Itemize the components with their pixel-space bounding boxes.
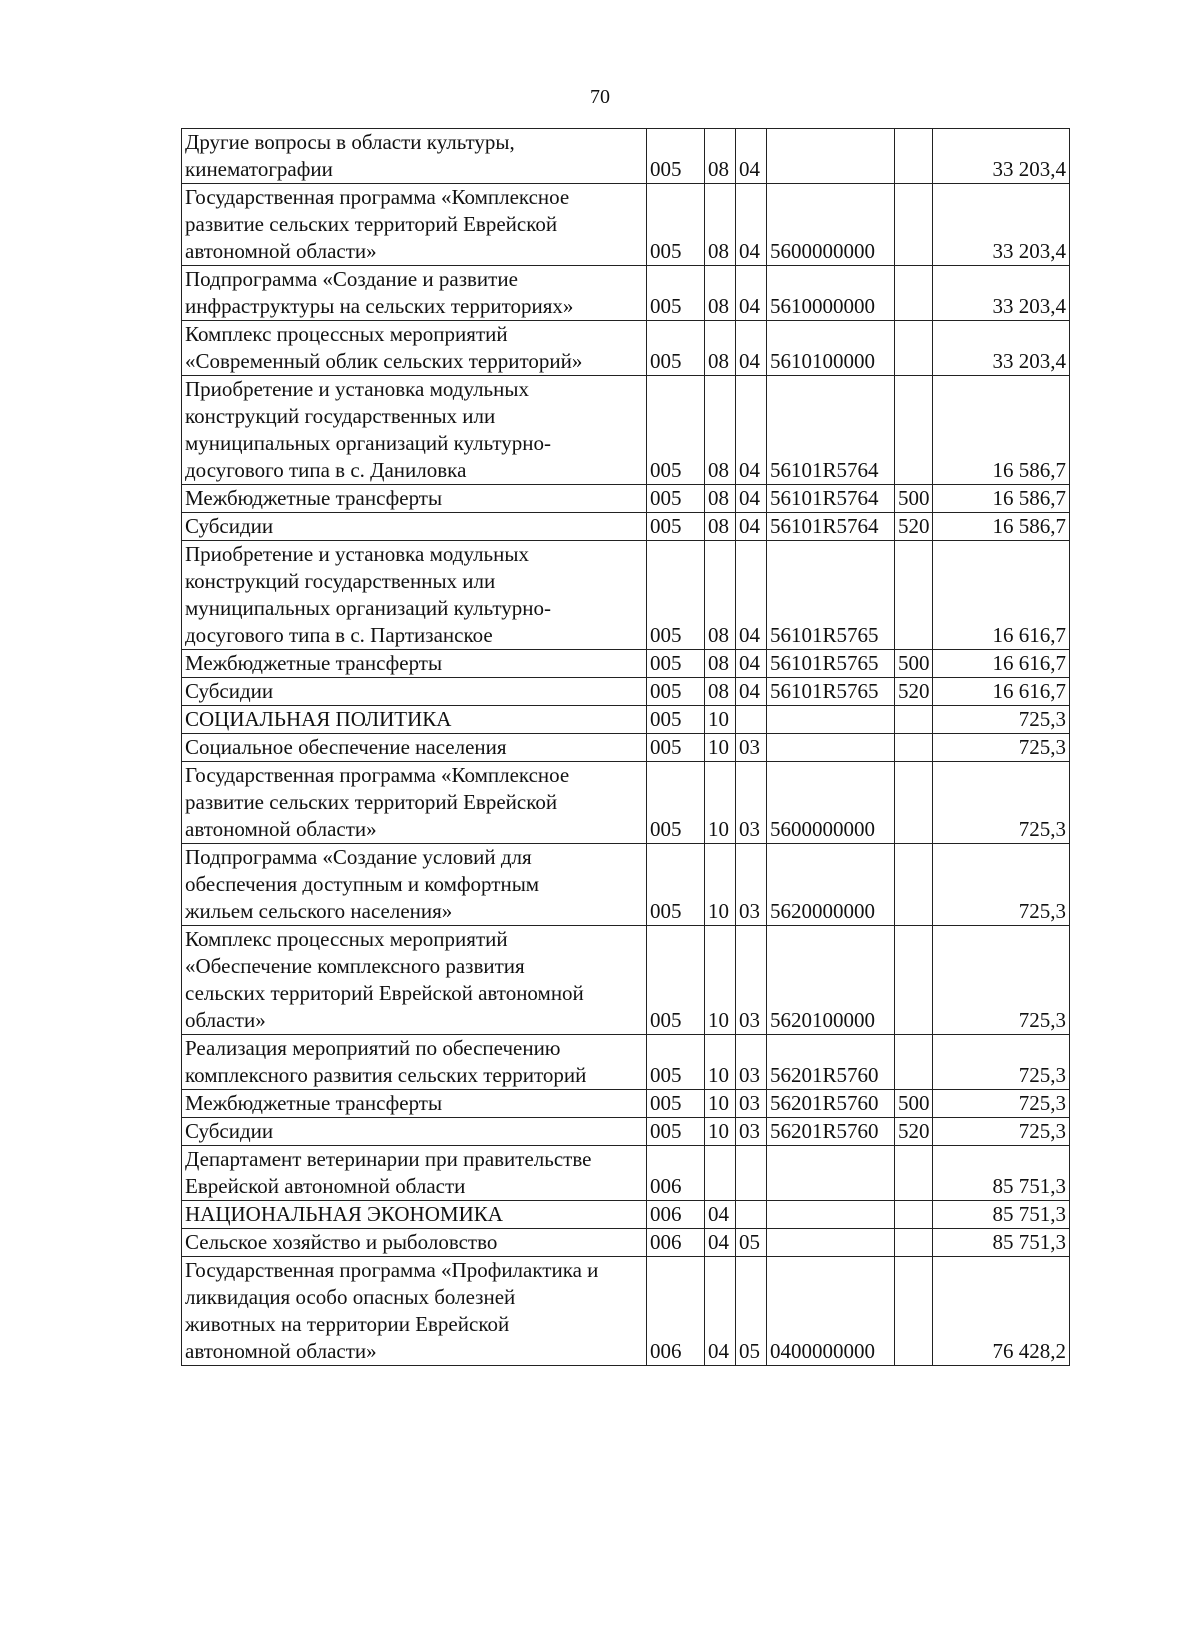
subsection-code-cell: 04	[736, 678, 767, 706]
row-name-cell: Реализация мероприятий по обеспечению комплексного развития сельских территорий	[182, 1035, 647, 1090]
table-row	[182, 1257, 1070, 1366]
section-code-cell: 10	[705, 762, 736, 844]
table-row	[182, 1229, 1070, 1257]
subsection-code-cell	[736, 1201, 767, 1229]
target-article-cell: 5620100000	[767, 926, 895, 1035]
subsection-code-cell	[736, 706, 767, 734]
table-row	[182, 376, 1070, 485]
admin-code-cell: 006	[647, 1146, 705, 1201]
table-row	[182, 1118, 1070, 1146]
subsection-code-cell: 05	[736, 1257, 767, 1366]
row-name-cell: Департамент ветеринарии при правительстве Еврейской автономной области	[182, 1146, 647, 1201]
subsection-code-cell: 05	[736, 1229, 767, 1257]
section-code-cell: 08	[705, 678, 736, 706]
target-article-cell	[767, 1146, 895, 1201]
admin-code-cell: 005	[647, 762, 705, 844]
table-row	[182, 1035, 1070, 1090]
table-row	[182, 485, 1070, 513]
subsection-code-cell: 04	[736, 541, 767, 650]
amount-cell: 725,3	[933, 1090, 1070, 1118]
target-article-cell: 56201R5760	[767, 1090, 895, 1118]
target-article-cell	[767, 734, 895, 762]
expense-type-cell	[895, 1257, 933, 1366]
table-row	[182, 844, 1070, 926]
row-name-cell: Межбюджетные трансферты	[182, 1090, 647, 1118]
table-row	[182, 541, 1070, 650]
expense-type-cell: 500	[895, 1090, 933, 1118]
section-code-cell	[705, 1146, 736, 1201]
row-name-cell: Субсидии	[182, 1118, 647, 1146]
expense-type-cell	[895, 1035, 933, 1090]
table-row	[182, 266, 1070, 321]
admin-code-cell: 005	[647, 844, 705, 926]
row-name-cell: Приобретение и установка модульных конструкций государственных или муниципальных организаций культурно- досугового типа в с. Партизанское	[182, 541, 647, 650]
row-name-cell: Межбюджетные трансферты	[182, 650, 647, 678]
amount-cell: 85 751,3	[933, 1201, 1070, 1229]
table-row	[182, 184, 1070, 266]
table-row	[182, 650, 1070, 678]
amount-cell: 16 586,7	[933, 376, 1070, 485]
page-number: 70	[590, 86, 610, 108]
subsection-code-cell: 03	[736, 1090, 767, 1118]
row-name-cell: Комплекс процессных мероприятий «Современный облик сельских территорий»	[182, 321, 647, 376]
subsection-code-cell: 04	[736, 650, 767, 678]
expense-type-cell	[895, 376, 933, 485]
section-code-cell: 08	[705, 650, 736, 678]
amount-cell: 33 203,4	[933, 184, 1070, 266]
row-name-cell: Государственная программа «Профилактика и ликвидация особо опасных болезней животных на территории Еврейской автономной области»	[182, 1257, 647, 1366]
section-code-cell: 10	[705, 734, 736, 762]
admin-code-cell: 005	[647, 678, 705, 706]
amount-cell: 16 616,7	[933, 650, 1070, 678]
section-code-cell: 08	[705, 376, 736, 485]
table-row	[182, 129, 1070, 184]
section-code-cell: 10	[705, 706, 736, 734]
section-code-cell: 08	[705, 541, 736, 650]
subsection-code-cell: 03	[736, 844, 767, 926]
subsection-code-cell: 04	[736, 321, 767, 376]
subsection-code-cell: 03	[736, 734, 767, 762]
expense-type-cell	[895, 129, 933, 184]
section-code-cell: 04	[705, 1229, 736, 1257]
section-code-cell: 10	[705, 1118, 736, 1146]
amount-cell: 85 751,3	[933, 1229, 1070, 1257]
amount-cell: 33 203,4	[933, 321, 1070, 376]
admin-code-cell: 005	[647, 1090, 705, 1118]
row-name-cell: СОЦИАЛЬНАЯ ПОЛИТИКА	[182, 706, 647, 734]
table-row	[182, 926, 1070, 1035]
table-row	[182, 321, 1070, 376]
table-row	[182, 513, 1070, 541]
admin-code-cell: 005	[647, 129, 705, 184]
target-article-cell: 0400000000	[767, 1257, 895, 1366]
subsection-code-cell: 04	[736, 485, 767, 513]
expense-type-cell	[895, 1229, 933, 1257]
budget-table	[181, 128, 1070, 1366]
target-article-cell: 56201R5760	[767, 1035, 895, 1090]
target-article-cell: 56101R5764	[767, 513, 895, 541]
subsection-code-cell: 03	[736, 926, 767, 1035]
subsection-code-cell: 03	[736, 762, 767, 844]
section-code-cell: 04	[705, 1257, 736, 1366]
section-code-cell: 08	[705, 129, 736, 184]
expense-type-cell	[895, 926, 933, 1035]
section-code-cell: 08	[705, 266, 736, 321]
table-row	[182, 1201, 1070, 1229]
subsection-code-cell: 03	[736, 1035, 767, 1090]
expense-type-cell	[895, 1201, 933, 1229]
amount-cell: 33 203,4	[933, 129, 1070, 184]
admin-code-cell: 005	[647, 485, 705, 513]
expense-type-cell	[895, 844, 933, 926]
target-article-cell	[767, 706, 895, 734]
expense-type-cell	[895, 184, 933, 266]
expense-type-cell	[895, 541, 933, 650]
subsection-code-cell: 04	[736, 129, 767, 184]
row-name-cell: Другие вопросы в области культуры, кинематографии	[182, 129, 647, 184]
subsection-code-cell	[736, 1146, 767, 1201]
target-article-cell	[767, 1201, 895, 1229]
target-article-cell: 56101R5764	[767, 376, 895, 485]
row-name-cell: Подпрограмма «Создание и развитие инфраструктуры на сельских территориях»	[182, 266, 647, 321]
row-name-cell: Комплекс процессных мероприятий «Обеспечение комплексного развития сельских территорий Еврейской автономной области»	[182, 926, 647, 1035]
section-code-cell: 08	[705, 184, 736, 266]
row-name-cell: Субсидии	[182, 678, 647, 706]
amount-cell: 725,3	[933, 734, 1070, 762]
expense-type-cell	[895, 734, 933, 762]
amount-cell: 33 203,4	[933, 266, 1070, 321]
subsection-code-cell: 04	[736, 513, 767, 541]
subsection-code-cell: 04	[736, 184, 767, 266]
amount-cell: 85 751,3	[933, 1146, 1070, 1201]
admin-code-cell: 005	[647, 706, 705, 734]
expense-type-cell	[895, 1146, 933, 1201]
table-row	[182, 734, 1070, 762]
expense-type-cell: 520	[895, 1118, 933, 1146]
section-code-cell: 10	[705, 844, 736, 926]
budget-table-body	[182, 129, 1070, 1366]
row-name-cell: НАЦИОНАЛЬНАЯ ЭКОНОМИКА	[182, 1201, 647, 1229]
table-row	[182, 1090, 1070, 1118]
row-name-cell: Приобретение и установка модульных конструкций государственных или муниципальных организаций культурно- досугового типа в с. Даниловка	[182, 376, 647, 485]
section-code-cell: 08	[705, 485, 736, 513]
target-article-cell: 56101R5764	[767, 485, 895, 513]
admin-code-cell: 005	[647, 926, 705, 1035]
admin-code-cell: 005	[647, 266, 705, 321]
expense-type-cell: 520	[895, 513, 933, 541]
section-code-cell: 04	[705, 1201, 736, 1229]
admin-code-cell: 005	[647, 321, 705, 376]
section-code-cell: 08	[705, 321, 736, 376]
expense-type-cell: 520	[895, 678, 933, 706]
amount-cell: 725,3	[933, 706, 1070, 734]
target-article-cell: 56101R5765	[767, 650, 895, 678]
target-article-cell: 5600000000	[767, 184, 895, 266]
expense-type-cell	[895, 266, 933, 321]
row-name-cell: Государственная программа «Комплексное развитие сельских территорий Еврейской автономной области»	[182, 762, 647, 844]
target-article-cell	[767, 129, 895, 184]
section-code-cell: 10	[705, 1035, 736, 1090]
section-code-cell: 10	[705, 926, 736, 1035]
subsection-code-cell: 03	[736, 1118, 767, 1146]
amount-cell: 16 616,7	[933, 678, 1070, 706]
admin-code-cell: 005	[647, 376, 705, 485]
row-name-cell: Государственная программа «Комплексное развитие сельских территорий Еврейской автономной области»	[182, 184, 647, 266]
amount-cell: 725,3	[933, 926, 1070, 1035]
amount-cell: 725,3	[933, 762, 1070, 844]
expense-type-cell: 500	[895, 485, 933, 513]
admin-code-cell: 005	[647, 734, 705, 762]
row-name-cell: Субсидии	[182, 513, 647, 541]
admin-code-cell: 006	[647, 1201, 705, 1229]
amount-cell: 725,3	[933, 1118, 1070, 1146]
row-name-cell: Сельское хозяйство и рыболовство	[182, 1229, 647, 1257]
expense-type-cell	[895, 321, 933, 376]
expense-type-cell	[895, 706, 933, 734]
expense-type-cell: 500	[895, 650, 933, 678]
admin-code-cell: 006	[647, 1257, 705, 1366]
amount-cell: 16 586,7	[933, 485, 1070, 513]
expense-type-cell	[895, 762, 933, 844]
amount-cell: 16 586,7	[933, 513, 1070, 541]
target-article-cell: 5600000000	[767, 762, 895, 844]
target-article-cell: 5620000000	[767, 844, 895, 926]
amount-cell: 16 616,7	[933, 541, 1070, 650]
section-code-cell: 10	[705, 1090, 736, 1118]
amount-cell: 725,3	[933, 844, 1070, 926]
subsection-code-cell: 04	[736, 376, 767, 485]
target-article-cell: 56201R5760	[767, 1118, 895, 1146]
table-row	[182, 678, 1070, 706]
target-article-cell	[767, 1229, 895, 1257]
row-name-cell: Межбюджетные трансферты	[182, 485, 647, 513]
admin-code-cell: 005	[647, 184, 705, 266]
row-name-cell: Подпрограмма «Создание условий для обеспечения доступным и комфортным жильем сельского населения»	[182, 844, 647, 926]
admin-code-cell: 005	[647, 1118, 705, 1146]
admin-code-cell: 005	[647, 1035, 705, 1090]
row-name-cell: Социальное обеспечение населения	[182, 734, 647, 762]
amount-cell: 76 428,2	[933, 1257, 1070, 1366]
table-row	[182, 1146, 1070, 1201]
amount-cell: 725,3	[933, 1035, 1070, 1090]
admin-code-cell: 005	[647, 541, 705, 650]
target-article-cell: 5610000000	[767, 266, 895, 321]
table-row	[182, 762, 1070, 844]
target-article-cell: 56101R5765	[767, 541, 895, 650]
table-row	[182, 706, 1070, 734]
target-article-cell: 5610100000	[767, 321, 895, 376]
section-code-cell: 08	[705, 513, 736, 541]
target-article-cell: 56101R5765	[767, 678, 895, 706]
admin-code-cell: 005	[647, 513, 705, 541]
admin-code-cell: 005	[647, 650, 705, 678]
admin-code-cell: 006	[647, 1229, 705, 1257]
subsection-code-cell: 04	[736, 266, 767, 321]
